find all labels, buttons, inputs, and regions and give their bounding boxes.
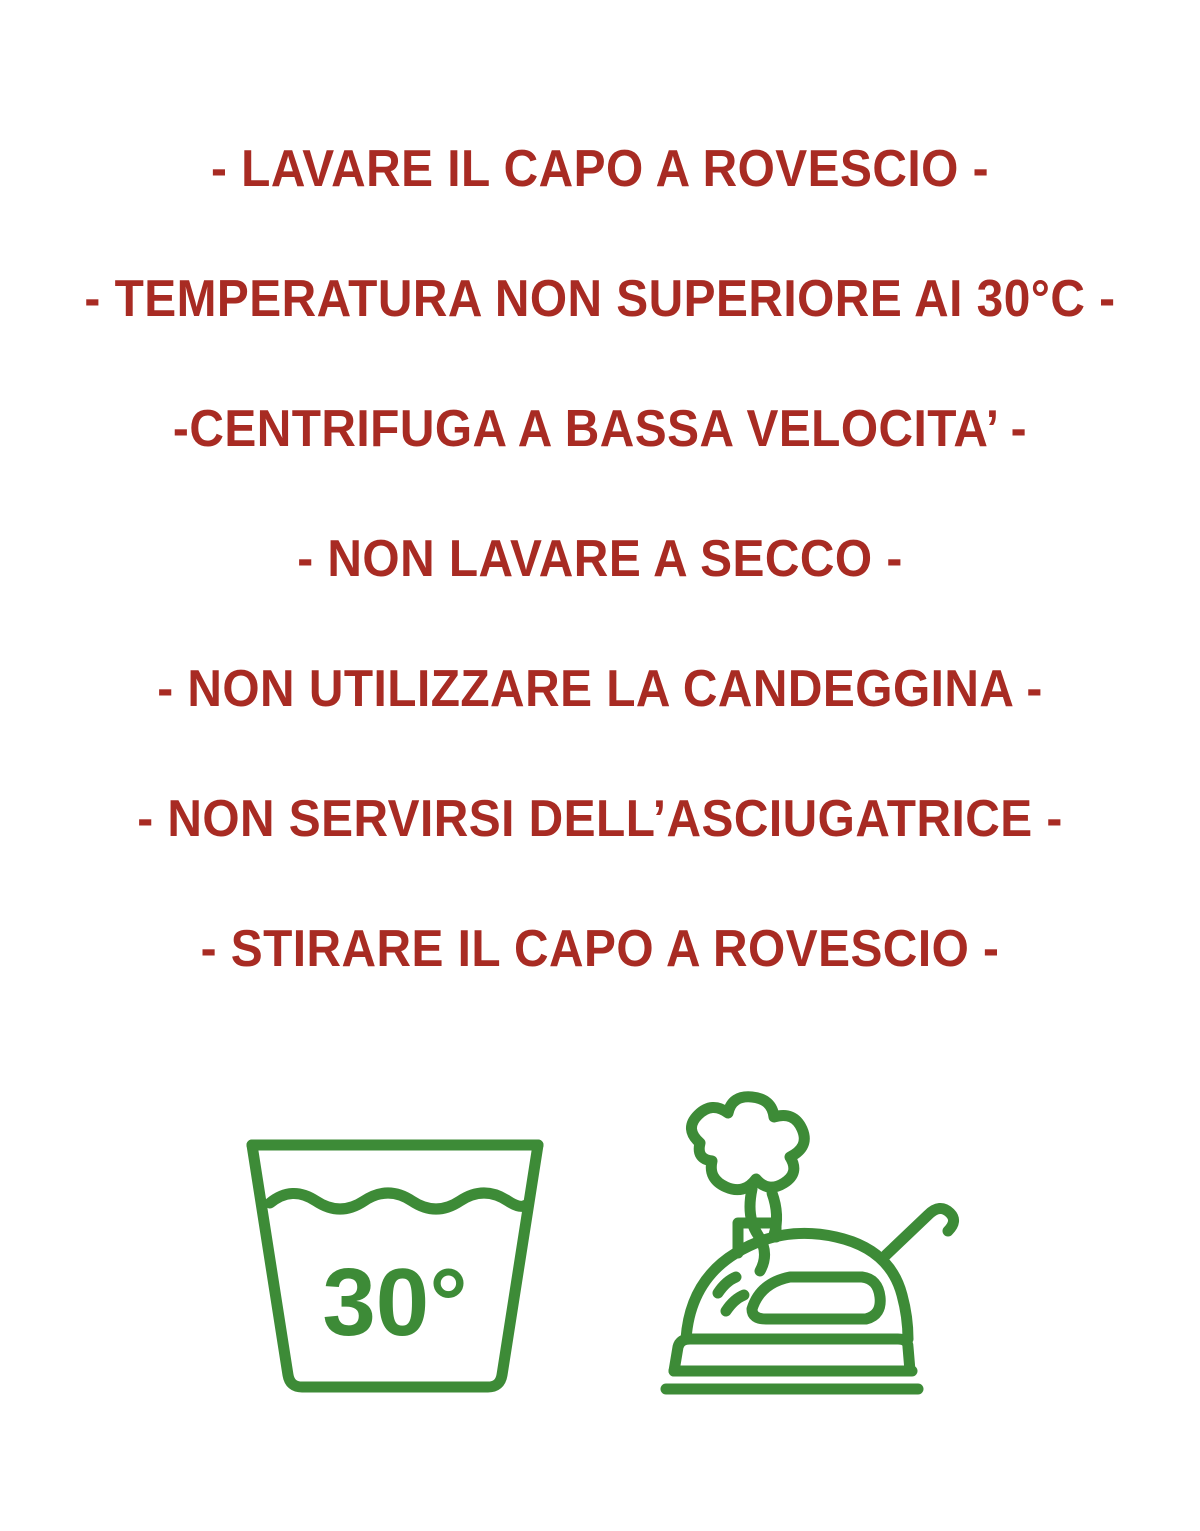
care-instruction-line: - STIRARE IL CAPO A ROVESCIO - [200, 920, 1000, 978]
care-instruction-line: - NON UTILIZZARE LA CANDEGGINA - [157, 660, 1043, 718]
iron-steam-icon [640, 1085, 970, 1420]
care-instruction-line: - NON LAVARE A SECCO - [297, 530, 903, 588]
care-instruction-line: - TEMPERATURA NON SUPERIORE AI 30°C - [84, 270, 1116, 328]
care-instruction-line: -CENTRIFUGA A BASSA VELOCITA’ - [172, 400, 1028, 458]
care-instruction-line: - NON SERVIRSI DELL’ASCIUGATRICE - [137, 790, 1063, 848]
wash-temperature-label: 30° [322, 1249, 468, 1356]
wash-30-icon [230, 1085, 560, 1420]
care-instruction-line: - LAVARE IL CAPO A ROVESCIO - [211, 140, 989, 198]
care-symbols-row [0, 1085, 1200, 1420]
